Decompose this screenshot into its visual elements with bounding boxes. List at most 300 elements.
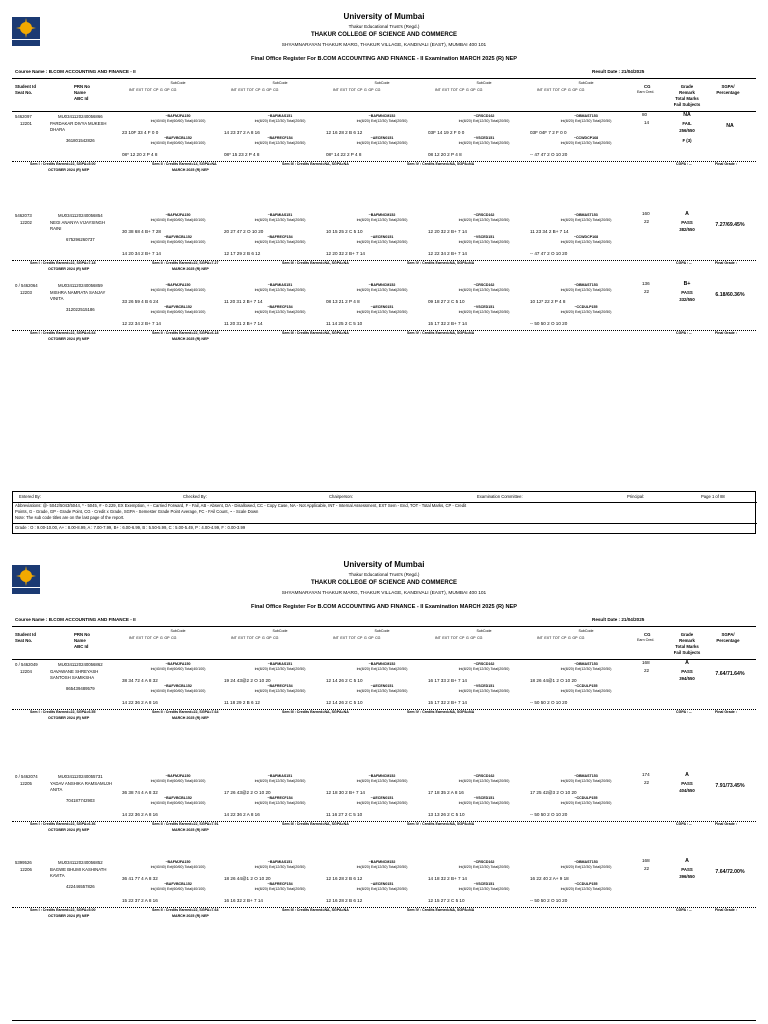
subject-marks: 12 20 32 2 B+ 7 14 [326,251,365,256]
col-fail-subjects: Fail Subjects [673,102,701,107]
sgpa-percentage: 6.18/60.36% [715,292,745,298]
subject-code: ~BAFMNCM152 [368,860,396,864]
subject-marks-scheme: Int(8/20) Ext(12/30) Total(20/50) [458,119,510,123]
record-divider [12,330,756,331]
subject-code: ~BAFVBCBL152 [164,305,192,309]
semester-summary: Sem III : Credits Earned=NA, SGPA=NA [282,908,349,912]
semester-summary: Sem III : Credits Earned=NA, SGPA=NA [282,710,349,714]
cgpa-value: CGPA : -- [676,331,692,335]
subject-code: ~BAFRECF154 [267,136,293,140]
col-group-headers: INT EXT TOT CP G GP CG [129,636,177,640]
cgpa-value: CGPA : -- [676,908,692,912]
page-bottom-rule [12,1020,756,1021]
cg-value: 168 [642,660,650,665]
earned-credits: 22 [644,289,650,294]
student-name-line-2: VINITA [50,296,64,301]
subject-code: ~VSCED151 [473,882,495,886]
record-divider [12,161,756,162]
grade-scale: Grade : O : 9.00-10.00, A+ : 8.00-8.99, A : 7.00-7.99, B+ : 6.00-6.99, B : 5.50-5.99, C : 5.00-5.49, P : 4.00-4.99, F : 0.00-3.99 [15,525,246,530]
subject-code: ~BAFRECF154 [267,882,293,886]
cg-value: 80 [642,112,648,117]
subject-marks: 12 14 26 2 C 5 10 [326,678,363,683]
subject-marks-scheme: Int(8/20) Ext(12/30) Total(20/50) [356,779,408,783]
semester-exam: MARCH 2025 (R) NEP [172,716,209,720]
total-marks: 394/550 [679,676,695,681]
abbreviations-line-1: Abbreviations: @- 5042/5043/5044, * - 5045, # - 0.229, EX Exemption, + - Carried Forward, F - Fail, AB - Absent, DA - Disallowed, CC - Copy Case, NA - Not Applicable, INT - Internal Assessment, EXT Sem - End, TOT - Total Marks, CP - Credit [15,503,467,508]
subject-marks-scheme: Int(8/20) Ext(12/30) Total(20/50) [560,779,612,783]
university-name: University of Mumbai [343,560,425,569]
subject-marks-scheme: Int(40/40) Ext(60/60) Total(40/100) [150,288,206,292]
subject-marks: 14 22 36 2 A 8 16 [224,812,260,817]
subject-marks-scheme: Int(40/40) Ext(60/60) Total(40/100) [150,141,206,145]
semester-exam: MARCH 2025 (R) NEP [172,267,209,271]
subject-marks: 36 38 74 4 A 8 32 [122,790,158,795]
result-remark: PASS [681,867,693,872]
record-divider [12,907,756,908]
final-grade: Final Grade : [715,331,737,335]
total-marks: 332/550 [679,297,695,302]
sgpa-percentage: 7.27/69.45% [715,222,745,228]
subject-marks: 08 12 20 2 P 4 8 [428,152,462,157]
subject-marks: 15 17 32 2 B+ 7 14 [428,321,467,326]
semester-summary: Sem I : Credits Earned=22, SGPA=6.64 [30,331,96,335]
subject-marks-scheme: Int(8/20) Ext(12/30) Total(20/50) [458,667,510,671]
result-remark: FAIL [682,121,692,126]
subject-code: ~BAFVBCBL152 [164,136,192,140]
subject-code: ~AECEN0151 [370,796,394,800]
subject-code: ~CCWDCP168 [573,136,599,140]
subject-code: ~BAFMJFA150 [165,774,191,778]
subject-marks-scheme: Int(8/20) Ext(12/30) Total(20/50) [560,667,612,671]
subject-marks: 38 34 72 4 A 8 32 [122,678,158,683]
subject-marks: 30 38 68 4 B+ 7 28 [122,229,161,234]
semester-summary: Sem III : Credits Earned=NA, SGPA=NA [282,331,349,335]
total-marks: 404/550 [679,788,695,793]
subject-marks-scheme: Int(8/20) Ext(12/30) Total(20/50) [356,865,408,869]
prn-number: MU0341120240056862 [58,662,103,667]
subject-code: ~BAFMIAS151 [267,774,293,778]
subject-code: ~CRSCD162 [473,774,495,778]
semester-summary: Sem IV : Credits Earned=NA, SGPA=NA [407,261,475,265]
final-grade: Final Grade : [715,908,737,912]
subject-marks: 15 22 37 2 A 8 16 [122,898,158,903]
col-group-headers: INT EXT TOT CP G GP CG [129,88,177,92]
abc-id: 312022515186 [66,307,95,312]
subject-code: ~BAFMNCM152 [368,213,396,217]
student-name-line-1: GAVAWANE SHREYASH [50,669,99,674]
subject-code: ~AECEN0151 [370,882,394,886]
subject-marks-scheme: Int(8/20) Ext(12/30) Total(20/50) [356,887,408,891]
subject-marks-scheme: Int(8/20) Ext(12/30) Total(20/50) [458,141,510,145]
col-earn-cred: Earn Cred. [637,90,655,94]
col-group-headers: INT EXT TOT CP G GP CG [537,636,585,640]
subject-code: ~BAFRECF154 [267,235,293,239]
subject-marks-scheme: Int(8/20) Ext(12/30) Total(20/50) [254,865,306,869]
earned-credits: 22 [644,668,650,673]
subject-code: ~VSCED151 [473,796,495,800]
subject-marks-scheme: Int(8/20) Ext(12/30) Total(20/50) [356,141,408,145]
subject-code: ~CCDULP155 [574,796,598,800]
subject-marks-scheme: Int(8/20) Ext(12/30) Total(20/50) [356,689,408,693]
subject-code: ~CRSCD162 [473,662,495,666]
col-remark: Remark [679,90,695,95]
subject-marks: -- 47 47 2 O 10 20 [530,152,568,157]
subject-marks: 10 15 25 2 C 5 10 [326,229,363,234]
result-date: Result Date : 21/04/2025 [592,69,645,74]
seat-number: 12204 [20,669,32,674]
subject-code: ~BAFMIAS151 [267,860,293,864]
college-name: THAKUR COLLEGE OF SCIENCE AND COMMERCE [310,32,458,38]
subject-marks-scheme: Int(8/20) Ext(12/30) Total(20/50) [458,240,510,244]
subject-marks: 11 14 25 2 C 5 10 [326,321,363,326]
final-grade: Final Grade : [715,822,737,826]
sgpa-percentage: 7.64/72.00% [715,869,745,875]
seat-number: 12206 [20,867,32,872]
grade-value: A [685,660,689,666]
semester-summary: Sem II : Credits Earned=14, SGPA=NA [152,162,217,166]
subject-code: ~BAFMNCM152 [368,114,396,118]
subject-marks: -- 50 50 2 O 10 20 [530,321,568,326]
subject-marks: 09 18 27 2 C 5 10 [428,299,465,304]
col-grade: Grade [680,632,694,637]
grade-value: A [685,858,689,864]
course-name: Course Name : B.COM ACCOUNTING AND FINANCE - II [15,617,136,622]
subject-marks: 11 23 34 2 B+ 7 14 [530,229,569,234]
col-cg: CG [644,632,651,637]
subject-marks: 11 18 29 2 B 6 12 [224,700,260,705]
col-sgpa: SGPA/ [721,84,735,89]
subject-code: ~BAFMIAS151 [267,283,293,287]
subject-code: ~CRSCD162 [473,213,495,217]
university-name: University of Mumbai [343,12,425,21]
col-group-headers: INT EXT TOT CP G GP CG [435,636,483,640]
col-subcode: SubCode [578,81,594,85]
subject-code: ~BAFMJFA150 [165,213,191,217]
subject-marks-scheme: Int(8/20) Ext(12/30) Total(20/50) [356,667,408,671]
semester-summary: Sem II : Credits Earned=22, SGPA=7.64 [152,710,219,714]
abc-id: 675296260737 [66,237,95,242]
subject-code: ~AECEN0151 [370,305,394,309]
subject-marks: 12 20 32 2 B+ 7 14 [428,229,467,234]
subject-marks-scheme: Int(8/20) Ext(12/30) Total(20/50) [356,119,408,123]
register-title: Final Office Register For B.COM ACCOUNTING AND FINANCE - II Examination MARCH 2025 (R) NEP [251,56,517,62]
header-rule [12,78,756,79]
semester-summary: Sem IV : Credits Earned=NA, SGPA=NA [407,710,475,714]
col-group-headers: INT EXT TOT CP G GP CG [333,636,381,640]
subject-marks: 16 22 40 2 A+ 9 18 [530,876,569,881]
subject-code: ~AECEN0151 [370,684,394,688]
result-remark: PASS [681,781,693,786]
subject-marks: 23 10F 33 4 F 0 0 [122,130,159,135]
grade-value: A [685,772,689,778]
subject-marks-scheme: Int(8/20) Ext(12/30) Total(20/50) [458,288,510,292]
principal-label: Principal: [627,494,645,499]
prn-number: MU0341120240056854 [58,213,103,218]
subject-marks-scheme: Int(8/20) Ext(12/30) Total(20/50) [458,801,510,805]
subject-marks-scheme: Int(8/20) Ext(12/30) Total(20/50) [458,887,510,891]
subject-marks: 11 20 31 2 B+ 7 14 [224,321,263,326]
col-cg: CG [644,84,651,89]
subject-marks: -- 50 50 2 O 10 20 [530,898,568,903]
page-number: Page 1 of 88 [701,494,725,499]
prn-number: MU0341120240056852 [58,860,103,865]
subject-marks-scheme: Int(8/20) Ext(12/30) Total(20/50) [254,218,306,222]
prn-number: MU0341120240055731 [58,774,103,779]
subject-code: ~AECEN0151 [370,235,394,239]
subject-marks: 18 26 44@1 2 O 10 20 [530,678,577,683]
cg-value: 174 [642,772,650,777]
cg-value: 168 [642,858,650,863]
total-marks: 382/550 [679,227,695,232]
course-name: Course Name : B.COM ACCOUNTING AND FINANCE - II [15,69,136,74]
subject-code: ~VSCED151 [473,136,495,140]
col-subcode: SubCode [272,629,288,633]
semester-summary: Sem IV : Credits Earned=NA, SGPA=NA [407,908,475,912]
exam-committee-label: Examination Committee: [477,494,523,499]
subject-code: ~CRSCD162 [473,860,495,864]
subject-code: ~BAFVBCBL152 [164,684,192,688]
subject-marks-scheme: Int(8/20) Ext(12/30) Total(20/50) [560,240,612,244]
student-id: 5399526 [15,860,32,865]
subject-code: ~BAFMJFA150 [165,662,191,666]
student-id: 0 / 5462074 [15,774,38,779]
col-fail-subjects: Fail Subjects [673,650,701,655]
subject-code: ~CCDULP155 [574,305,598,309]
subject-marks-scheme: Int(8/20) Ext(12/30) Total(20/50) [254,288,306,292]
semester-summary: Sem II : Credits Earned=22, SGPA=7.27 [152,261,219,265]
col-total-marks: Total Marks [675,644,699,649]
col-percentage: Percentage [716,90,740,95]
record-divider [12,260,756,261]
subject-marks-scheme: Int(8/20) Ext(12/30) Total(20/50) [560,218,612,222]
result-remark: PASS [681,669,693,674]
subject-code: ~BAFMNCM152 [368,662,396,666]
subject-marks: 33 26 59 4 B 6 24 [122,299,159,304]
semester-exam: MARCH 2025 (R) NEP [172,337,209,341]
prn-number: MU0341120240056866 [58,114,103,119]
subject-marks: 16 16 32 2 B+ 7 14 [224,898,263,903]
semester-exam: MARCH 2025 (R) NEP [172,828,209,832]
student-name-line-2: RAINI [50,226,62,231]
grade-value: A [685,211,689,217]
subject-marks: -- 47 47 2 O 10 20 [530,251,568,256]
col-prn: PRN No [74,84,90,89]
subject-marks: 08* 12 20 2 P 4 8 [122,152,158,157]
prn-number: MU0341120240056859 [58,283,103,288]
semester-summary: Sem II : Credits Earned=22, SGPA=7.91 [152,822,219,826]
subject-marks-scheme: Int(8/20) Ext(12/30) Total(20/50) [254,887,306,891]
subject-marks: 14 20 34 2 B+ 7 14 [122,251,161,256]
subject-marks: 14 23 37 2 A 8 16 [224,130,260,135]
col-earn-cred: Earn Cred. [637,638,655,642]
col-remark: Remark [679,638,695,643]
semester-summary: Sem III : Credits Earned=NA, SGPA=NA [282,822,349,826]
subject-marks: 12 16 28 2 B 6 12 [326,130,363,135]
semester-exam: OCTOBER 2024 (R) NEP [48,168,90,172]
subject-code: ~VSCED151 [473,684,495,688]
col-prn: PRN No [74,632,90,637]
subject-marks-scheme: Int(8/20) Ext(12/30) Total(20/50) [356,240,408,244]
student-id: 5462097 [15,114,32,119]
abc-id: 865439489579 [66,686,95,691]
subject-marks-scheme: Int(40/40) Ext(60/60) Total(40/100) [150,689,206,693]
subject-marks: 11 16 27 2 C 5 10 [326,812,363,817]
subject-marks: 17 18 35 2 A 8 16 [428,790,464,795]
semester-summary: Sem I : Credits Earned=22, SGPA=6.55 [30,710,96,714]
subject-marks: 12 14 26 2 C 5 10 [326,700,363,705]
header-rule [12,626,756,627]
subject-marks-scheme: Int(40/40) Ext(60/60) Total(40/100) [150,240,206,244]
student-name-line-2: SANTOSH SAMIKSHA [50,675,95,680]
fail-subjects: F (3) [682,138,692,143]
subject-code: ~CRSCD162 [473,114,495,118]
subject-code: ~BAFMJFA150 [165,860,191,864]
subject-marks: 03F 14 19 2 F 0 0 [428,130,465,135]
col-subcode: SubCode [374,629,390,633]
subject-marks-scheme: Int(8/20) Ext(12/30) Total(20/50) [560,141,612,145]
subject-code: ~BAFRECF154 [267,305,293,309]
subject-code: ~DBMAST153 [574,860,598,864]
student-name-line-2: DHARA [50,127,66,132]
final-grade: Final Grade : [715,710,737,714]
semester-exam: MARCH 2025 (R) NEP [172,914,209,918]
seat-number: 12201 [20,121,32,126]
subject-marks: 18 26 44@1 2 O 10 20 [224,876,271,881]
checked-by-label: Checked By: [183,494,207,499]
grade-value: NA [683,112,691,118]
abbreviations-line-2: Points, G - Grade, GP - Grade Point, CG - Credit x Grade, SGPA - Semester Grade Point Average, FC - FAil Count, ~ - Scale Down [15,509,259,514]
sgpa-percentage: NA [726,123,734,129]
student-name-line-2: KAVITA [50,873,65,878]
subject-marks-scheme: Int(8/20) Ext(12/30) Total(20/50) [458,779,510,783]
result-remark: PASS [681,290,693,295]
subject-code: ~BAFMNCM152 [368,774,396,778]
college-address: SHYAMNARAYAN THAKUR MARG, THAKUR VILLAGE, KANDIVALI (EAST), MUMBAI 400 101 [281,43,487,48]
subject-marks: 19 24 43@2 2 O 10 20 [224,678,271,683]
semester-summary: Sem I : Credits Earned=22, SGPA=7.18 [30,261,96,265]
earned-credits: 22 [644,780,650,785]
subject-marks: -- 50 50 2 O 10 20 [530,812,568,817]
student-name-line-1: NEGI ANANYA VIJAYSINGH [50,220,105,225]
subject-marks: 14 22 36 2 A 8 16 [122,700,158,705]
semester-exam: OCTOBER 2024 (R) NEP [48,828,90,832]
subject-marks-scheme: Int(40/40) Ext(60/60) Total(40/100) [150,218,206,222]
signature-footer [12,491,756,534]
record-divider [12,821,756,822]
col-subcode: SubCode [272,81,288,85]
subject-code: ~BAFMIAS151 [267,114,293,118]
subject-marks-scheme: Int(8/20) Ext(12/30) Total(20/50) [560,801,612,805]
semester-exam: OCTOBER 2024 (R) NEP [48,716,90,720]
subject-marks: 36 41 77 4 A 8 32 [122,876,158,881]
subject-marks-scheme: Int(8/20) Ext(12/30) Total(20/50) [254,801,306,805]
subject-code: ~VSCED151 [473,305,495,309]
subject-marks: 17 25 42@3 2 O 10 20 [530,790,577,795]
subject-marks: 12 15 27 2 C 5 10 [428,898,465,903]
earned-credits: 14 [644,120,650,125]
subject-marks-scheme: Int(8/20) Ext(12/30) Total(20/50) [254,667,306,671]
subject-code: ~BAFVBCBL152 [164,882,192,886]
subject-code: ~BAFMJFA150 [165,283,191,287]
subject-marks: 12 16 28 2 B 6 12 [326,898,363,903]
subject-marks-scheme: Int(8/20) Ext(12/30) Total(20/50) [254,779,306,783]
trust-name: Thakur Educational Trust's (Regd.) [348,24,420,29]
cgpa-value: CGPA : -- [676,822,692,826]
grade-value: B+ [683,281,691,287]
subject-marks-scheme: Int(8/20) Ext(12/30) Total(20/50) [356,310,408,314]
semester-exam: OCTOBER 2024 (R) NEP [48,337,90,341]
col-total-marks: Total Marks [675,96,699,101]
subject-code: ~DBMAST153 [574,283,598,287]
record-divider [12,709,756,710]
footer-divider [13,523,757,524]
earned-credits: 22 [644,219,650,224]
subject-marks-scheme: Int(8/20) Ext(12/30) Total(20/50) [560,288,612,292]
col-group-headers: INT EXT TOT CP G GP CG [333,88,381,92]
subject-code: ~CCDULP155 [574,882,598,886]
subject-marks-scheme: Int(40/40) Ext(60/60) Total(40/100) [150,865,206,869]
subject-marks: 10 12* 22 2 P 4 8 [530,299,566,304]
cgpa-value: CGPA : -- [676,261,692,265]
seat-number: 12202 [20,220,32,225]
col-sgpa: SGPA/ [721,632,735,637]
semester-summary: Sem III : Credits Earned=NA, SGPA=NA [282,261,349,265]
sgpa-percentage: 7.91/73.45% [715,783,745,789]
subject-marks: 12 22 34 2 B+ 7 14 [122,321,161,326]
subject-marks-scheme: Int(8/20) Ext(12/30) Total(20/50) [254,119,306,123]
subject-marks-scheme: Int(8/20) Ext(12/30) Total(20/50) [254,141,306,145]
subject-marks-scheme: Int(8/20) Ext(12/30) Total(20/50) [254,240,306,244]
col-student-id: Student Id [15,84,37,89]
subject-code: ~BAFVBCBL152 [164,235,192,239]
subject-code: ~DBMAST153 [574,213,598,217]
sgpa-percentage: 7.64/71.64% [715,671,745,677]
abc-id: 704187742903 [66,798,95,803]
student-id: 5462073 [15,213,32,218]
subject-code: ~BAFRECF154 [267,796,293,800]
semester-summary: Sem I : Credits Earned=22, SGPA=5.00 [30,162,96,166]
subject-marks-scheme: Int(40/40) Ext(60/60) Total(40/100) [150,887,206,891]
seat-number: 12203 [20,290,32,295]
col-seat-no: Seat No. [15,90,33,95]
col-grade: Grade [680,84,694,89]
register-page-2 [0,548,768,1024]
subject-code: ~BAFMIAS151 [267,213,293,217]
subject-marks-scheme: Int(40/40) Ext(60/60) Total(40/100) [150,667,206,671]
result-date: Result Date : 21/04/2025 [592,617,645,622]
subject-code: ~CCDULP155 [574,684,598,688]
col-subcode: SubCode [476,81,492,85]
subject-marks-scheme: Int(40/40) Ext(60/60) Total(40/100) [150,801,206,805]
subject-marks-scheme: Int(8/20) Ext(12/30) Total(20/50) [356,218,408,222]
col-abc-id: ABC Id [74,96,89,101]
final-grade: Final Grade : [715,162,737,166]
col-group-headers: INT EXT TOT CP G GP CG [231,636,279,640]
subject-marks: 08* 14 22 2 P 4 8 [326,152,362,157]
student-id: 0 / 5462064 [15,283,38,288]
subject-marks: 13 13 26 2 C 5 10 [428,812,465,817]
subject-marks: -- 50 50 2 O 10 20 [530,700,568,705]
subject-marks-scheme: Int(40/40) Ext(60/60) Total(40/100) [150,310,206,314]
subject-marks-scheme: Int(8/20) Ext(12/30) Total(20/50) [458,865,510,869]
subject-marks: 08 13 21 2 P 4 8 [326,299,360,304]
total-marks: 256/550 [679,128,695,133]
col-name: Name [74,638,86,643]
subject-marks: 17 26 43@2 2 O 10 20 [224,790,271,795]
col-subcode: SubCode [170,629,186,633]
semester-summary: Sem I : Credits Earned=22, SGPA=5.00 [30,908,96,912]
col-percentage: Percentage [716,638,740,643]
